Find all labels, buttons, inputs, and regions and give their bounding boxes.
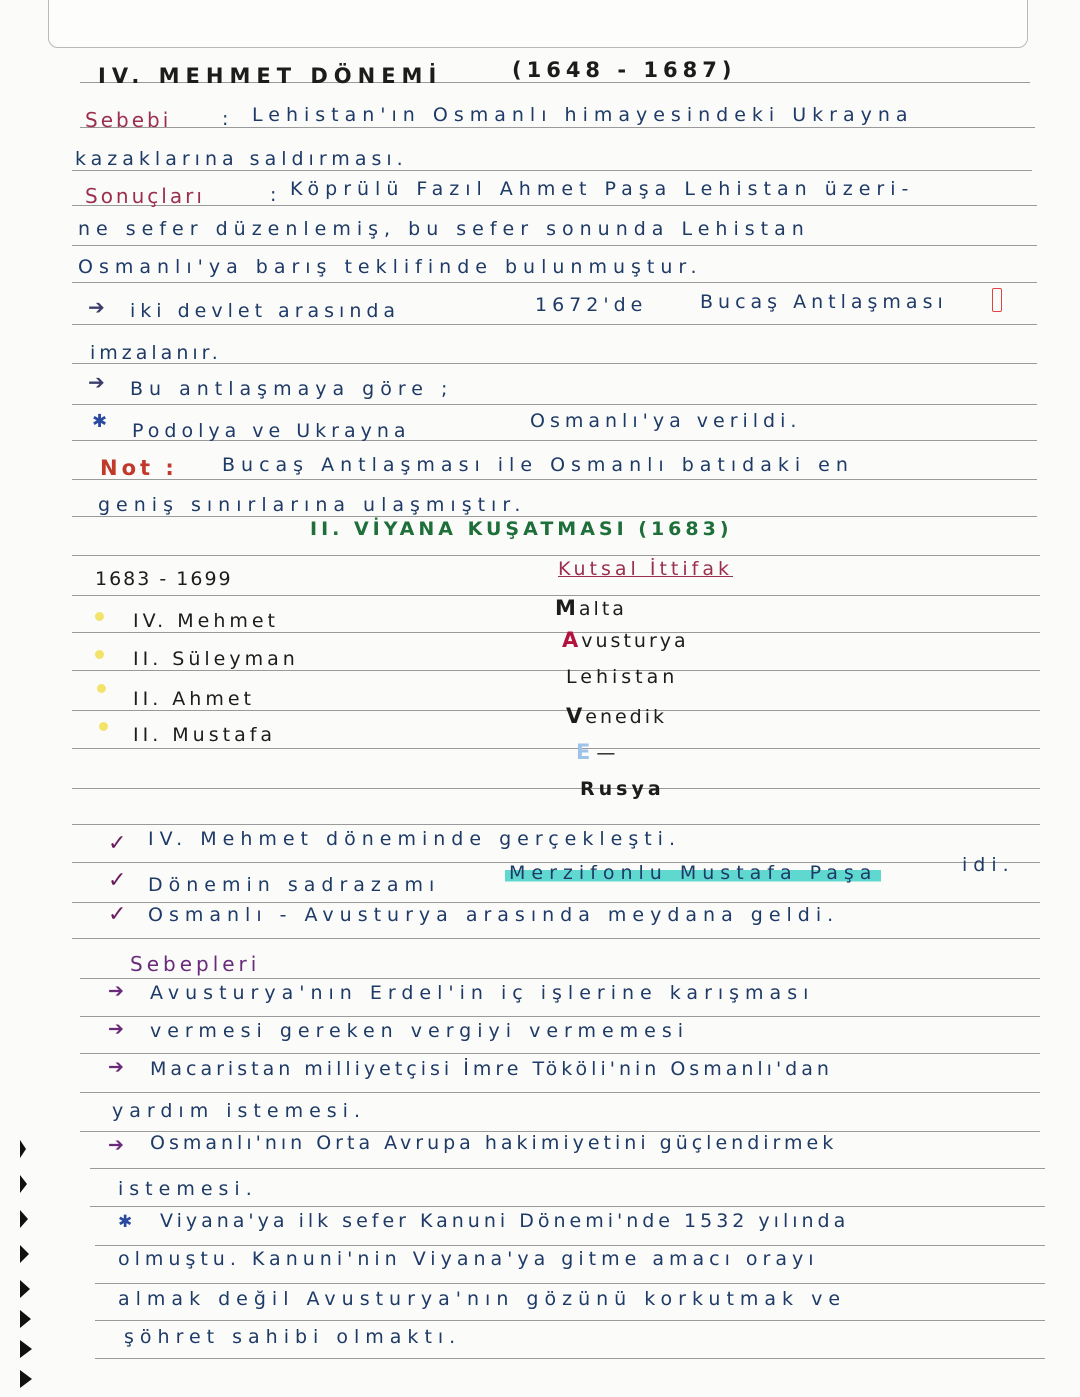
not-line2: geniş sınırlarına ulaşmıştır. <box>98 494 527 516</box>
reason1-text: Avusturya'nın Erdel'in iç işlerine karışması <box>150 982 815 1004</box>
arrow-icon: ➔ <box>108 980 127 1002</box>
sebebi-text-line2: kazaklarına saldırması. <box>75 148 408 170</box>
alliance-initial: A <box>562 628 582 652</box>
arrow1-line2: imzalanır. <box>90 342 222 364</box>
check2-end: idi. <box>962 854 1015 876</box>
check-icon: ✓ <box>108 831 130 856</box>
arrow-icon: ➔ <box>108 1018 127 1040</box>
note-line2: olmuştu. Kanuni'nin Viyana'ya gitme amacı orayı <box>118 1248 819 1270</box>
arrow1-text: iki devlet arasında <box>130 300 401 322</box>
note-line1: Viyana'ya ilk sefer Kanuni Dönemi'nde 1532 yılında <box>160 1210 850 1232</box>
star-icon: ✱ <box>118 1212 136 1232</box>
alliance-rest: — <box>596 742 622 764</box>
alliance-rest: vusturya <box>581 630 689 652</box>
exclamation-icon <box>992 288 1002 312</box>
highlighted-name: Merzifonlu Mustafa Paşa <box>505 862 881 885</box>
reason3-line1: Macaristan milliyetçisi İmre Tököli'nin Osmanlı'dan <box>150 1058 833 1080</box>
sebebi-colon: : <box>222 108 232 130</box>
reason4-line2: istemesi. <box>118 1178 258 1200</box>
arrow2-text: Bu antlaşmaya göre ; <box>130 378 454 400</box>
sultan-item: II. Süleyman <box>133 648 299 670</box>
page-title: IV. MEHMET DÖNEMİ <box>98 64 443 88</box>
star-text-1: Podolya ve Ukrayna <box>132 420 411 442</box>
alliance-title: Kutsal İttifak <box>558 558 733 580</box>
sonuclari-line1: Köprülü Fazıl Ahmet Paşa Lehistan üzeri- <box>290 178 915 200</box>
sebebi-text-line1: Lehistan'ın Osmanlı himayesindeki Ukrayna <box>252 104 914 126</box>
alliance-member <box>566 668 678 687</box>
alliance-rest: Rusya <box>580 778 665 800</box>
alliance-member <box>562 630 689 651</box>
not-line1: Bucaş Antlaşması ile Osmanlı batıdaki en <box>222 454 854 476</box>
alliance-member <box>576 742 621 763</box>
page-title-years: (1648 - 1687) <box>512 58 737 82</box>
alliance-rest: alta <box>578 598 627 620</box>
alliance-rest: enedik <box>585 706 668 728</box>
check3-text: Osmanlı - Avusturya arasında meydana geldi. <box>148 904 840 926</box>
arrow1-treaty: Bucaş Antlaşması <box>700 291 948 313</box>
alliance-initial: M <box>555 596 579 620</box>
arrow1-date: 1672'de <box>535 294 648 316</box>
check-icon: ✓ <box>108 868 130 893</box>
bullet-dot <box>97 684 106 693</box>
bullet-dot <box>95 650 104 659</box>
period-label: 1683 - 1699 <box>95 568 233 590</box>
reason2-text: vermesi gereken vergiyi vermemesi <box>150 1020 690 1042</box>
sonuclari-line2: ne sefer düzenlemiş, bu sefer sonunda Lehistan <box>78 218 810 240</box>
alliance-member <box>566 706 667 727</box>
bullet-dot <box>95 612 104 621</box>
check1-text: IV. Mehmet döneminde gerçekleşti. <box>148 828 681 850</box>
not-label: Not : <box>100 456 178 480</box>
sebepleri-label: Sebepleri <box>130 952 261 976</box>
alliance-initial: V <box>566 704 586 728</box>
arrow-icon: ➔ <box>88 295 108 319</box>
sebebi-label: Sebebi <box>85 108 172 132</box>
sonuclari-colon: : <box>270 184 280 206</box>
reason4-line1: Osmanlı'nın Orta Avrupa hakimiyetini güçlendirmek <box>150 1132 838 1154</box>
check-icon: ✓ <box>108 902 130 927</box>
star-text-2: Osmanlı'ya verildi. <box>530 410 802 432</box>
arrow-icon: ➔ <box>108 1134 127 1156</box>
check2-text: Dönemin sadrazamı <box>148 874 441 896</box>
sultan-item: IV. Mehmet <box>133 610 280 632</box>
note-line3: almak değil Avusturya'nın gözünü korkutmak ve <box>118 1288 847 1310</box>
top-frame <box>48 0 1028 48</box>
section2-heading: II. VİYANA KUŞATMASI (1683) <box>310 518 733 540</box>
alliance-member <box>555 598 627 619</box>
sultan-item: II. Ahmet <box>133 688 255 710</box>
alliance-member <box>580 780 665 799</box>
arrow-icon: ➔ <box>108 1056 127 1078</box>
star-icon: ✱ <box>92 411 111 432</box>
sonuclari-line3: Osmanlı'ya barış teklifinde bulunmuştur. <box>78 256 703 278</box>
sonuclari-label: Sonuçları <box>85 184 205 208</box>
note-line4: şöhret sahibi olmaktı. <box>124 1326 462 1348</box>
alliance-rest: Lehistan <box>566 666 679 688</box>
reason3-line2: yardım istemesi. <box>112 1100 366 1122</box>
arrow-icon: ➔ <box>88 370 108 394</box>
alliance-initial: E <box>576 740 597 764</box>
bullet-dot <box>99 722 108 731</box>
sultan-item: II. Mustafa <box>133 724 277 746</box>
